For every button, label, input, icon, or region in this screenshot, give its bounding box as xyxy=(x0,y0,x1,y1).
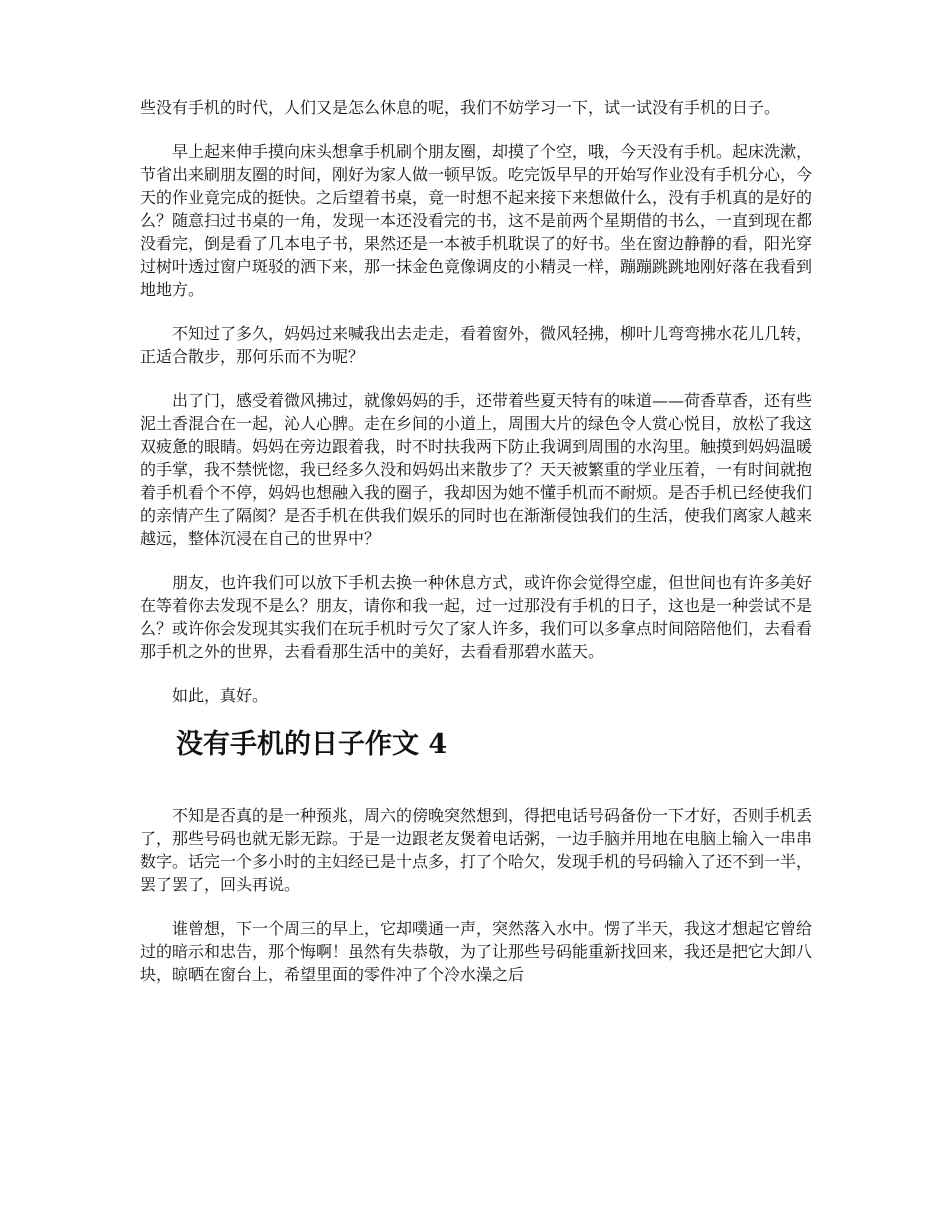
paragraph-friends: 朋友，也许我们可以放下手机去换一种休息方式，或许你会觉得空虚，但世间也有许多美好在等着你去发现不是么？朋友，请你和我一起，过一过那没有手机的日子，这也是一种尝试不是么？或许你会发现其实我们在玩手机时亏欠了家人许多，我们可以多拿点时间陪陪他们，去看看那手机之外的世界，去看看那生活中的美好，去看看那碧水蓝天。 xyxy=(140,573,813,661)
paragraph-water: 谁曾想，下一个周三的早上，它却噗通一声，突然落入水中。愣了半天，我这才想起它曾给过的暗示和忠告，那个悔啊！虽然有失恭敬，为了让那些号码能重新找回来，我还是把它大卸八块，晾晒在窗台上，希望里面的零件冲了个冷水澡之后 xyxy=(140,919,813,984)
paragraph-closing: 如此，真好。 xyxy=(172,686,269,705)
paragraph-walk-invite: 不知过了多久，妈妈过来喊我出去走走，看着窗外，微风轻拂，柳叶儿弯弯拂水花儿几转，正适合散步，那何乐而不为呢？ xyxy=(140,324,813,366)
paragraph-continued: 些没有手机的时代，人们又是怎么休息的呢，我们不妨学习一下，试一试没有手机的日子。 xyxy=(140,98,781,117)
document-page xyxy=(140,96,812,1007)
paragraph-morning: 早上起来伸手摸向床头想拿手机刷个朋友圈，却摸了个空，哦，今天没有手机。起床洗漱，节省出来刷朋友圈的时间，刚好为家人做一顿早饭。吃完饭早早的开始写作业没有手机分心，今天的作业竟完成的挺快。之后望着书桌，竟一时想不起来接下来想做什么，没有手机真的是好的么？随意扫过书桌的一角，发现一本还没看完的书，这不是前两个星期借的书么，一直到现在都没看完，倒是看了几本电子书，果然还是一本被手机耽误了的好书。坐在窗边静静的看，阳光穿过树叶透过窗户斑驳的洒下来，那一抹金色竟像调皮的小精灵一样，蹦蹦跳跳地刚好落在我看到地地方。 xyxy=(140,142,813,299)
paragraph-omen: 不知是否真的是一种预兆，周六的傍晚突然想到，得把电话号码备份一下才好，否则手机丢了，那些号码也就无影无踪。于是一边跟老友煲着电话粥，一边手脑并用地在电脑上输入一串串数字。话完一个多小时的主妇经已是十点多，打了个哈欠，发现手机的号码输入了还不到一半，罢了罢了，回头再说。 xyxy=(140,806,813,894)
section-heading: 没有手机的日子作文 4 xyxy=(176,729,448,760)
paragraph-walk: 出了门，感受着微风拂过，就像妈妈的手，还带着些夏天特有的味道——荷香草香，还有些泥土香混合在一起，沁人心脾。走在乡间的小道上，周围大片的绿色令人赏心悦目，放松了我这双疲惫的眼睛。妈妈在旁边跟着我，时不时扶我两下防止我调到周围的水沟里。触摸到妈妈温暖的手掌，我不禁恍惚，我已经多久没和妈妈出来散步了？天天被繁重的学业压着，一有时间就抱着手机看个不停，妈妈也想融入我的圈子，我却因为她不懂手机而不耐烦。是否手机已经使我们的亲情产生了隔阂？是否手机在供我们娱乐的同时也在渐渐侵蚀我们的生活，使我们离家人越来越远，整体沉浸在自己的世界中？ xyxy=(140,391,813,548)
